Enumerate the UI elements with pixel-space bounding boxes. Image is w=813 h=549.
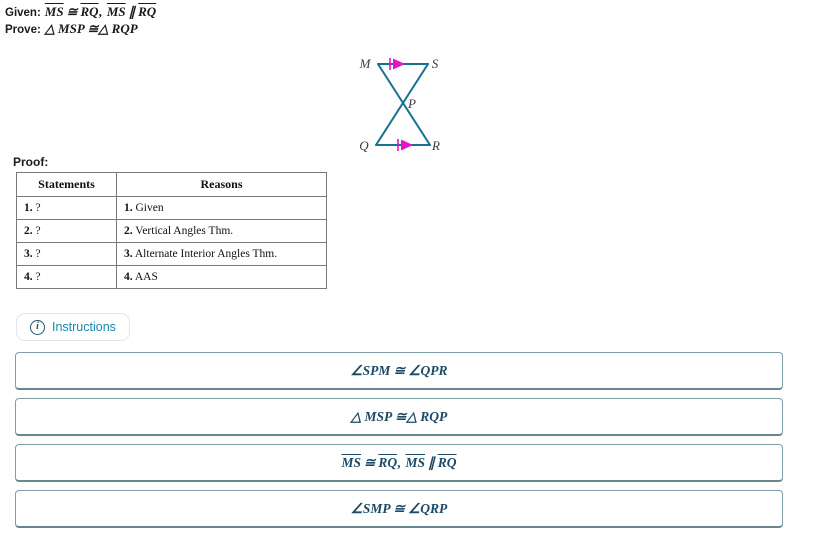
reason-text: Vertical Angles Thm. <box>135 225 234 237</box>
segment-SQ <box>376 64 428 145</box>
answer-option-2[interactable] <box>15 398 783 436</box>
proof-header-row <box>17 173 327 197</box>
parallel-arrow-bottom-icon <box>401 140 413 151</box>
vertex-label-S: S <box>431 56 439 71</box>
answer-choices <box>15 352 783 528</box>
reason-cell-4: 4. AAS <box>117 266 327 289</box>
answer-2-text: △ MSP ≅△ RQP <box>350 408 448 424</box>
figure-edges <box>376 64 430 145</box>
prove-line <box>5 21 156 38</box>
parallel-arrow-top-icon <box>393 59 405 70</box>
statement-placeholder[interactable]: ? <box>35 248 41 260</box>
reason-cell-1: 1. Given <box>117 197 327 220</box>
statement-placeholder[interactable]: ? <box>35 225 41 237</box>
proof-row-4 <box>17 266 327 289</box>
statement-cell-1[interactable]: 1. ? <box>17 197 117 220</box>
answer-option-4[interactable] <box>15 490 783 528</box>
instructions-label: Instructions <box>52 320 116 334</box>
given-line <box>5 4 156 21</box>
answer-option-1[interactable] <box>15 352 783 390</box>
reason-cell-3: 3. Alternate Interior Angles Thm. <box>117 243 327 266</box>
reason-text: Given <box>135 202 164 214</box>
given-prove-block <box>5 4 156 38</box>
proof-row-2 <box>17 220 327 243</box>
prove-label: Prove: <box>5 24 41 36</box>
proof-row-3 <box>17 243 327 266</box>
vertex-label-Q: Q <box>359 138 369 153</box>
vertex-label-M: M <box>359 56 371 71</box>
proof-row-1 <box>17 197 327 220</box>
statement-placeholder[interactable]: ? <box>35 271 41 283</box>
reason-text: Alternate Interior Angles Thm. <box>134 248 278 260</box>
triangles-figure <box>350 48 450 160</box>
instructions-button[interactable] <box>16 313 130 341</box>
reasons-header: Reasons <box>117 173 327 197</box>
answer-option-3[interactable] <box>15 444 783 482</box>
answer-4-text: ∠SMP ≅ ∠QRP <box>350 500 448 516</box>
statement-cell-3[interactable]: 3. ? <box>17 243 117 266</box>
vertex-label-R: R <box>432 138 440 153</box>
info-icon: i <box>30 320 45 335</box>
answer-3-text: $\overline{MS}$ ≅ $\overline{RQ}$, $\overline{MS}$ ∥ $\overline{RQ}$ <box>341 454 457 470</box>
reason-cell-2: 2. Vertical Angles Thm. <box>117 220 327 243</box>
vertex-label-P: P <box>408 96 416 111</box>
statement-cell-2[interactable]: 2. ? <box>17 220 117 243</box>
statements-header: Statements <box>17 173 117 197</box>
given-label: Given: <box>5 7 41 19</box>
reason-text: AAS <box>134 271 158 283</box>
answer-1-text: ∠SPM ≅ ∠QPR <box>350 362 448 378</box>
statement-cell-4[interactable]: 4. ? <box>17 266 117 289</box>
proof-table <box>16 172 327 289</box>
prove-expression: △ MSP ≅△ RQP <box>44 21 138 36</box>
proof-label: Proof: <box>13 155 49 169</box>
segment-MR <box>378 64 430 145</box>
statement-placeholder[interactable]: ? <box>35 202 41 214</box>
given-expression: $\overline{MS}$ ≅ $\overline{RQ}$, $\overline{MS}$ ∥ $\overline{RQ}$ <box>44 4 157 19</box>
